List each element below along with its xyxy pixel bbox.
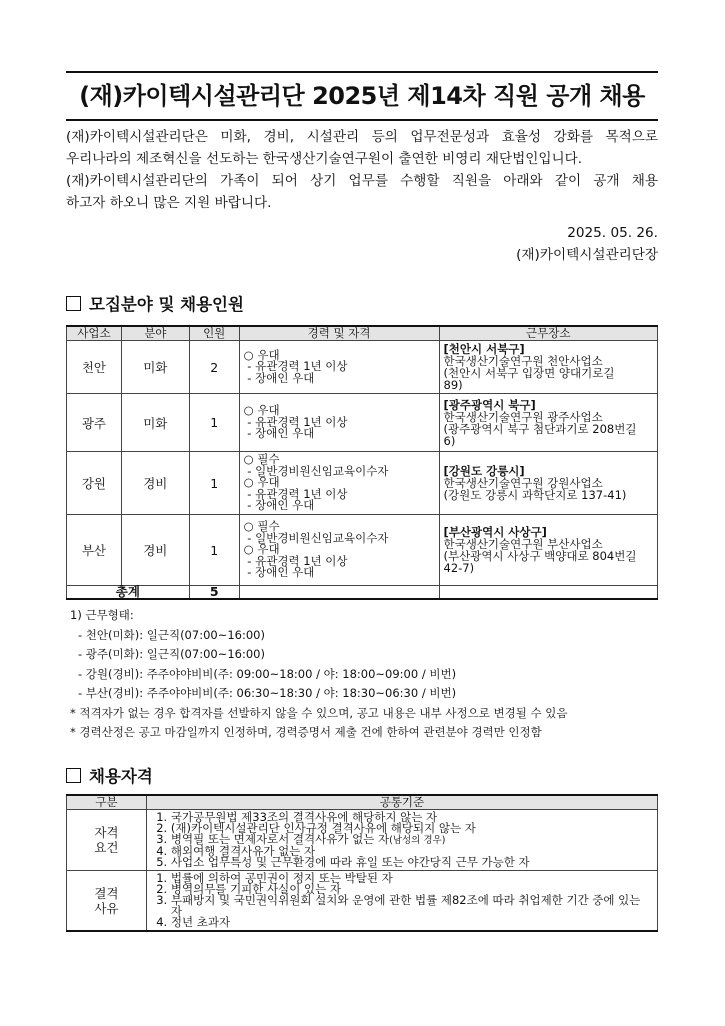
page-title: (재)카이텍시설관리단 2025년 제14차 직원 공개 채용 — [79, 82, 645, 110]
field-cell: 미화 — [121, 341, 189, 394]
section-heading-recruit — [66, 291, 244, 315]
list-item: 1. 법률에 의하여 공민권이 정지 또는 박탈된 자 — [171, 873, 651, 884]
col-header: 사업소 — [67, 326, 122, 341]
workplace-cell — [439, 452, 658, 515]
table-row — [67, 515, 658, 586]
notes — [70, 606, 670, 743]
disqualification-row — [67, 871, 658, 932]
workplace-line: 6) — [443, 433, 456, 448]
qualification-line: - 일반경비원신임교육이수자 — [243, 530, 389, 545]
col-header: 구분 — [67, 795, 147, 810]
qualification-line: - 일반경비원신임교육이수자 — [243, 463, 389, 478]
workplace-cell — [439, 394, 658, 452]
qualification-line: - 유관경력 1년 이상 — [243, 359, 348, 374]
work-type-item: - 광주(미화): 일근직(07:00~16:00) — [78, 647, 265, 661]
qualification-line: - 장애인 우대 — [243, 498, 315, 513]
qualification-cell — [239, 515, 439, 586]
qualification-line: ○ 필수 — [243, 452, 280, 467]
table-header-row — [67, 326, 658, 341]
announce-date: 2025. 05. 26. — [567, 225, 658, 241]
field-cell: 경비 — [121, 515, 189, 586]
col-header: 경력 및 자격 — [239, 326, 439, 341]
count-cell: 1 — [189, 452, 239, 515]
total-value: 5 — [189, 586, 239, 600]
work-type-item: - 천안(미화): 일근직(07:00~16:00) — [78, 627, 265, 642]
qualification-line: - 장애인 우대 — [243, 370, 315, 385]
workplace-line: 한국생산기술연구원 강원사업소 — [443, 476, 603, 490]
total-label: 총계 — [67, 586, 190, 600]
field-cell: 미화 — [121, 394, 189, 452]
list-item: 2. 병역의무를 기피한 사실이 있는 자 — [171, 884, 651, 895]
qualification-line: ○ 필수 — [243, 519, 280, 534]
list-item: 2. (재)카이텍시설관리단 인사규정 결격사유에 해당되지 않는 자 — [171, 823, 651, 834]
table-row — [67, 452, 658, 515]
work-type-item: - 강원(경비): 주주야야비비(주: 09:00~18:00 / 야: 18:00~09:00 / 비번) — [78, 666, 457, 681]
workplace-region: [강원도 강릉시] — [443, 464, 525, 478]
disqualification-list — [146, 871, 657, 932]
workplace-line: 한국생산기술연구원 천안사업소 — [443, 354, 603, 368]
disqualification-label: 결격 사유 — [67, 871, 147, 932]
workplace-line: (부산광역시 사상구 백양대로 804번길 — [443, 549, 637, 563]
work-type-label: 1) 근무형태: — [70, 608, 134, 622]
workplace-region: [부산광역시 사상구] — [443, 525, 547, 539]
qualification-line: - 유관경력 1년 이상 — [243, 414, 348, 429]
qualification-cell — [239, 341, 439, 394]
workplace-line: (강원도 강릉시 과학단지로 137-41) — [443, 488, 627, 502]
section-heading-text: 모집분야 및 채용인원 — [89, 295, 244, 314]
recruit-table — [66, 325, 658, 600]
list-item: 4. 정년 초과자 — [171, 917, 651, 928]
requirements-list — [146, 810, 657, 871]
workplace-line: 89) — [443, 378, 463, 392]
requirements-label: 자격 요건 — [67, 810, 147, 871]
site-cell: 광주 — [67, 394, 122, 452]
intro-line: (재)카이텍시설관리단은 미화, 경비, 시설관리 등의 업무전문성과 효율성 강화를 목적으로 — [66, 129, 658, 145]
workplace-line: 한국생산기술연구원 광주사업소 — [443, 409, 603, 424]
intro — [66, 126, 658, 266]
list-item: 5. 사업소 업무특성 및 근무환경에 따라 휴일 또는 야간당직 근무 가능한 자 — [171, 857, 651, 868]
intro-line: 우리나라의 제조혁신을 선도하는 한국생산기술연구원이 출연한 비영리 재단법인입니다. — [66, 151, 583, 167]
list-item: 4. 해외여행 결격사유가 없는 자 — [171, 846, 651, 857]
list-item: 3. 병역필 또는 면제자로서 결격사유가 없는 자(남성의 경우) — [171, 834, 651, 846]
col-header: 인원 — [189, 326, 239, 341]
qualification-line: ○ 우대 — [243, 475, 280, 490]
qualification-cell — [239, 452, 439, 515]
field-cell: 경비 — [121, 452, 189, 515]
work-type-item: - 부산(경비): 주주야야비비(주: 06:30~18:30 / 야: 18:30~06:30 / 비번) — [78, 686, 457, 700]
requirements-row — [67, 810, 658, 871]
count-cell: 2 — [189, 341, 239, 394]
workplace-cell — [439, 341, 658, 394]
square-bullet-icon — [66, 296, 81, 311]
note-star: * 적격자가 없는 경우 합격자를 선발하지 않을 수 있으며, 공고 내용은 내부 사정으로 변경될 수 있음 — [70, 705, 568, 720]
qualification-line: - 유관경력 1년 이상 — [243, 553, 348, 568]
workplace-line: (천안시 서북구 입장면 양대기로길 — [443, 366, 615, 380]
qualification-line: ○ 우대 — [243, 403, 280, 418]
table-row — [67, 341, 658, 394]
total-row — [67, 586, 658, 600]
intro-line: 하고자 하오니 많은 지원 바랍니다. — [66, 195, 272, 211]
list-item: 3. 부패방지 및 국민권익위원회 설치와 운영에 관한 법률 제82조에 따라 취업제한 기간 중에 있는 자 — [171, 895, 651, 917]
workplace-cell — [439, 515, 658, 586]
section-heading-text: 채용자격 — [89, 767, 153, 786]
workplace-line: 42-7) — [443, 561, 475, 575]
male-note: (남성의 경우) — [389, 835, 446, 846]
qualification-table — [66, 794, 658, 932]
section-heading-qualification — [66, 763, 153, 787]
list-item: 1. 국가공무원법 제33조의 결격사유에 해당하지 않는 자 — [171, 812, 651, 823]
title-box — [66, 71, 658, 121]
workplace-region: [천안시 서북구] — [443, 342, 525, 356]
workplace-region: [광주광역시 북구] — [443, 397, 536, 412]
qualification-cell — [239, 394, 439, 452]
col-header: 근무장소 — [439, 326, 658, 341]
table-row — [67, 394, 658, 452]
qualification-line: ○ 우대 — [243, 542, 280, 557]
qualification-line: - 장애인 우대 — [243, 426, 315, 441]
issuer: (재)카이텍시설관리단장 — [516, 247, 658, 263]
workplace-line: (광주광역시 북구 첨단과기로 208번길 — [443, 421, 637, 436]
intro-line: (재)카이텍시설관리단의 가족이 되어 상기 업무를 수행할 직원을 아래와 같이 공개 채용 — [66, 173, 658, 189]
workplace-line: 한국생산기술연구원 부산사업소 — [443, 537, 603, 551]
count-cell: 1 — [189, 515, 239, 586]
site-cell: 부산 — [67, 515, 122, 586]
col-header: 분야 — [121, 326, 189, 341]
count-cell: 1 — [189, 394, 239, 452]
table-header-row — [67, 795, 658, 810]
qualification-line: - 유관경력 1년 이상 — [243, 486, 348, 501]
col-header: 공통기준 — [146, 795, 657, 810]
site-cell: 강원 — [67, 452, 122, 515]
site-cell: 천안 — [67, 341, 122, 394]
qualification-line: - 장애인 우대 — [243, 565, 315, 580]
square-bullet-icon — [66, 768, 81, 783]
qualification-line: ○ 우대 — [243, 347, 280, 362]
note-star: * 경력산정은 공고 마감일까지 인정하며, 경력증명서 제출 건에 한하여 관련분야 경력만 인정함 — [70, 725, 542, 739]
